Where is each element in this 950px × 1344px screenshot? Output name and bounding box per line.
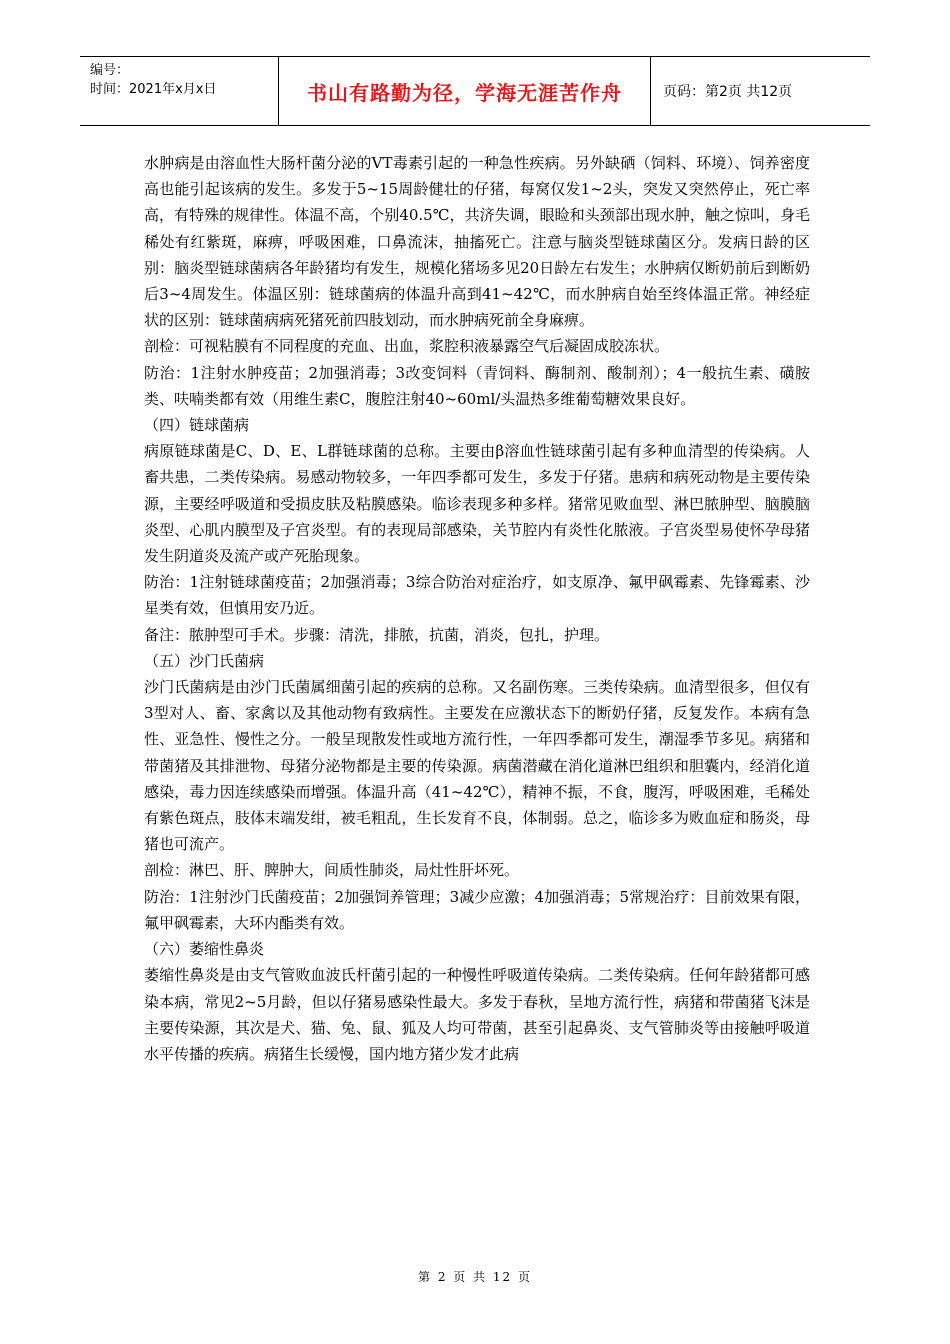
section-heading: （五）沙门氏菌病 <box>144 651 265 670</box>
paragraph: 病原链球菌是C、D、E、L群链球菌的总称。主要由β溶血性链球菌引起有多种血清型的传染病。人畜共患，二类传染病。易感动物较多，一年四季都可发生，多发于仔猪。患病和病死动物是主要传染源，主要经呼吸道和受损皮肤及粘膜感染。临诊表现多种多样。猪常见败血型、淋巴脓肿型、脑膜脑炎型、心肌内膜型及子宫炎型。有的表现局部感染，关节腔内有炎性化脓液。子宫炎型易使怀孕母猪发生阴道炎及流产或产死胎现象。 <box>144 442 810 566</box>
section-heading: （四）链球菌病 <box>144 416 250 435</box>
document-number-label: 编号： <box>90 63 130 78</box>
section-heading: （六）萎缩性鼻炎 <box>144 940 265 959</box>
paragraph: 剖检：淋巴、肝、脾肿大，间质性肺炎，局灶性肝坏死。 <box>144 861 520 880</box>
document-body <box>144 150 810 1067</box>
paragraph: 沙门氏菌病是由沙门氏菌属细菌引起的疾病的总称。又名副伤寒。三类传染病。血清型很多，但仅有3型对人、畜、家禽以及其他动物有致病性。主要发在应激状态下的断奶仔猪，反复发作。本病有急性、亚急性、慢性之分。一般呈现散发性或地方流行性，一年四季都可发生，潮湿季节多见。病猪和带菌猪及其排泄物、母猪分泌物都是主要的传染源。病菌潜藏在消化道淋巴组织和胆囊内，经消化道感染，毒力因连续感染而增强。体温升高（41~42℃），精神不振，不食，腹泻，呼吸困难，毛稀处有紫色斑点，肢体末端发绀，被毛粗乱，生长发育不良，体制弱。总之，临诊多为败血症和肠炎，母猪也可流产。 <box>144 678 810 854</box>
paragraph: 水肿病是由溶血性大肠杆菌分泌的VT毒素引起的一种急性疾病。另外缺硒（饲料、环境）、饲养密度高也能引起该病的发生。多发于5~15周龄健壮的仔猪，每窝仅发1~2头，突发又突然停止，死亡率高，有特殊的规律性。体温不高，个别40.5℃，共济失调，眼睑和头颈部出现水肿，触之惊叫，身毛稀处有红紫斑，麻痹，呼吸困难，口鼻流沫，抽搐死亡。注意与脑炎型链球菌区分。发病日龄的区别：脑炎型链球菌病各年龄猪均有发生，规模化猪场多见20日龄左右发生；水肿病仅断奶前后到断奶后3~4周发生。体温区别：链球菌病的体温升高到41~42℃，而水肿病自始至终体温正常。神经症状的区别：链球菌病病死猪死前四肢划动，而水肿病死前全身麻痹。 <box>144 154 810 330</box>
paragraph: 备注：脓肿型可手术。步骤：清洗，排脓，抗菌，消炎，包扎，护理。 <box>144 625 610 644</box>
header-motto: 书山有路勤为径，学海无涯苦作舟 <box>279 57 651 125</box>
page-header <box>80 56 870 126</box>
header-meta <box>80 57 279 125</box>
paragraph: 防治：1注射链球菌疫苗；2加强消毒；3综合防治对症治疗，如支原净、氟甲砜霉素、先锋霉素、沙星类有效，但慎用安乃近。 <box>144 573 810 618</box>
paragraph: 防治：1注射沙门氏菌疫苗；2加强饲养管理；3减少应激；4加强消毒；5常规治疗：目前效果有限，氟甲砜霉素，大环内酯类有效。 <box>144 887 810 932</box>
page-footer: 第 2 页 共 12 页 <box>418 1270 532 1284</box>
paragraph: 剖检：可视粘膜有不同程度的充血、出血，浆腔积液暴露空气后凝固成胶冻状。 <box>144 337 670 356</box>
document-time-label: 时间：2021年x月x日 <box>90 82 217 97</box>
paragraph: 萎缩性鼻炎是由支气管败血波氏杆菌引起的一种慢性呼吸道传染病。二类传染病。任何年龄猪都可感染本病，常见2~5月龄，但以仔猪易感染性最大。多发于春秋，呈地方流行性，病猪和带菌猪飞沫是主要传染源，其次是犬、猫、兔、鼠、狐及人均可带菌，甚至引起鼻炎、支气管肺炎等由接触呼吸道水平传播的疾病。病猪生长缓慢，国内地方猪少发才此病 <box>144 966 810 1063</box>
paragraph: 防治：1注射水肿疫苗；2加强消毒；3改变饲料（青饲料、酶制剂、酸制剂）；4一般抗生素、磺胺类、呋喃类都有效（用维生素C，腹腔注射40~60ml/头温热多维葡萄糖效果良好。 <box>144 363 810 408</box>
header-page-info: 页码：第2页 共12页 <box>663 84 793 100</box>
